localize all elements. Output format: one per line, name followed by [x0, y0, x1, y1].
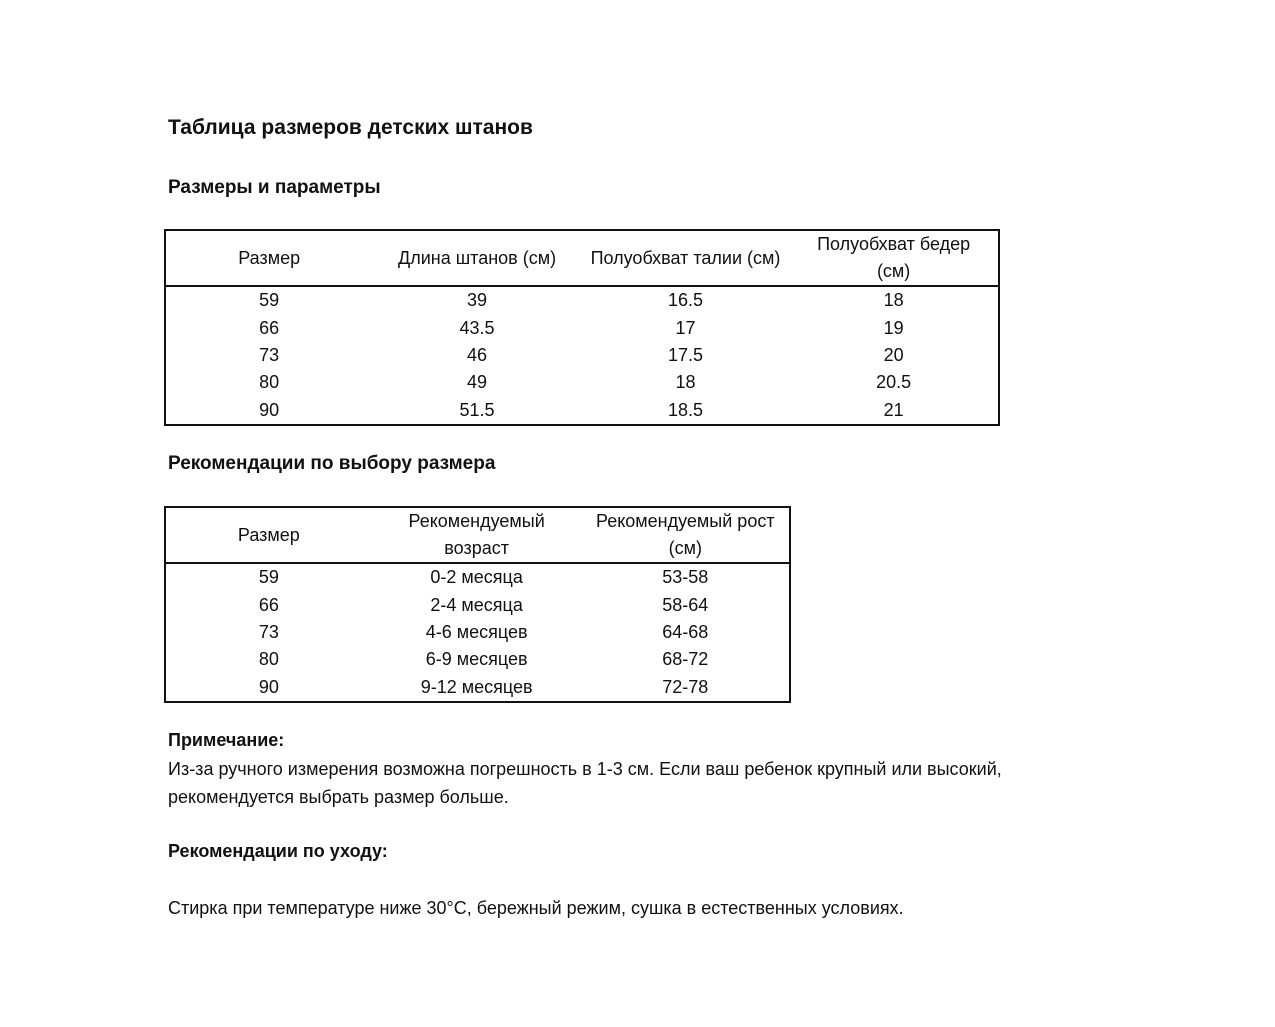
table-cell: 2-4 месяца — [430, 594, 523, 615]
page-title: Таблица размеров детских штанов — [168, 116, 533, 139]
table-row — [165, 314, 999, 341]
column-header: Полуобхват талии (см) — [582, 230, 790, 286]
table-cell: 80 — [258, 649, 279, 670]
table-cell: 20 — [883, 344, 904, 365]
table-cell: 17.5 — [667, 344, 704, 365]
recommendations-section-heading: Рекомендации по выбору размера — [168, 453, 496, 474]
table-cell: 66 — [259, 317, 280, 338]
column-header: Размер — [165, 507, 372, 563]
table-cell: 51.5 — [459, 399, 495, 420]
table-cell: 9-12 месяцев — [420, 676, 533, 697]
column-header: Рекомендуемый рост (см) — [582, 507, 790, 563]
table-cell: 58-64 — [662, 594, 709, 615]
table-cell: 90 — [259, 399, 280, 420]
table-row — [165, 369, 999, 396]
table-cell: 59 — [259, 290, 280, 311]
table-header-row — [165, 230, 999, 286]
table-cell: 4-6 месяцев — [425, 621, 528, 642]
table-cell: 80 — [259, 372, 280, 393]
table-cell: 73 — [259, 344, 280, 365]
table-cell: 64-68 — [662, 621, 709, 642]
table-cell: 18 — [675, 372, 696, 393]
table-cell: 18.5 — [667, 399, 704, 420]
table-cell: 46 — [467, 344, 488, 365]
size-parameters-table — [164, 229, 1000, 426]
table-cell: 6-9 месяцев — [425, 649, 528, 670]
params-section-heading: Размеры и параметры — [168, 177, 381, 198]
table-row — [165, 342, 999, 369]
care-label: Рекомендации по уходу: — [168, 841, 388, 861]
table-cell: 43.5 — [459, 317, 495, 338]
table-cell: 17 — [675, 317, 696, 338]
table-row — [165, 591, 790, 618]
table-row — [165, 619, 790, 646]
column-header: Длина штанов (см) — [372, 230, 581, 286]
column-header: Размер — [165, 230, 372, 286]
table-row — [165, 646, 790, 673]
table-row — [165, 563, 790, 591]
table-cell: 53-58 — [662, 567, 709, 588]
table-cell: 59 — [258, 567, 279, 588]
table-row — [165, 674, 790, 702]
column-header: Рекомендуемый возраст — [372, 507, 582, 563]
table-cell: 0-2 месяца — [430, 567, 523, 588]
table-cell: 90 — [258, 676, 279, 697]
table-cell: 19 — [883, 317, 904, 338]
table-cell: 20.5 — [876, 372, 912, 393]
table-cell: 39 — [467, 290, 488, 311]
table-row — [165, 397, 999, 425]
table-cell: 73 — [258, 621, 279, 642]
table-row — [165, 286, 999, 314]
care-text: Стирка при температуре ниже 30°C, бережный режим, сушка в естественных условиях. — [168, 898, 904, 918]
table-cell: 66 — [258, 594, 279, 615]
table-cell: 49 — [467, 372, 488, 393]
note-label: Примечание: — [168, 730, 285, 750]
table-cell: 72-78 — [662, 676, 709, 697]
table-header-row — [165, 507, 790, 563]
table-cell: 21 — [883, 399, 904, 420]
size-recommendations-table — [164, 506, 791, 703]
table-cell: 16.5 — [667, 290, 704, 311]
table-cell: 68-72 — [662, 649, 709, 670]
note-text: Из-за ручного измерения возможна погрешность в 1-3 см. Если ваш ребенок крупный или высокий, рекомендуется выбрать размер больше. — [168, 759, 1002, 807]
table-cell: 18 — [883, 290, 904, 311]
column-header: Полуобхват бедер (см) — [789, 230, 999, 286]
